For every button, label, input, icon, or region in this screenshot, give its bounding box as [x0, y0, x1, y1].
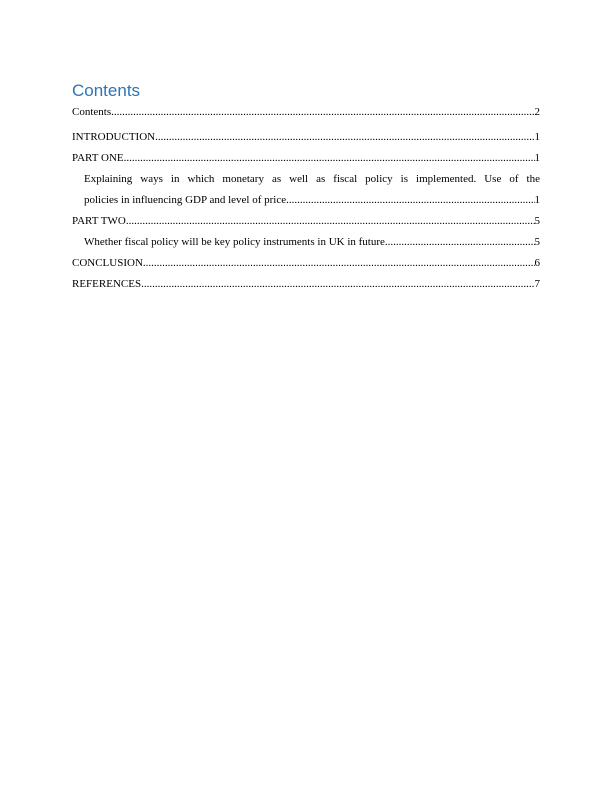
toc-entry-title: Whether fiscal policy will be key policy instruments in UK in future — [84, 236, 385, 248]
toc-leader-dots — [155, 127, 534, 148]
toc-entry-page: 5 — [534, 236, 540, 248]
toc-entry-page: 1 — [534, 131, 540, 143]
toc-entry-title: PART ONE — [72, 152, 124, 164]
toc-entry-title: CONCLUSION — [72, 257, 143, 269]
toc-entry-contents[interactable] — [72, 106, 540, 119]
toc-entry-page: 6 — [534, 257, 540, 269]
toc-entry-title-line2: policies in influencing GDP and level of price — [84, 194, 287, 206]
toc-entry-page: 1 — [534, 152, 540, 164]
toc-entry-part-one[interactable] — [72, 148, 540, 169]
toc-leader-dots — [124, 148, 535, 169]
toc-leader-dots — [286, 190, 534, 211]
toc-entry-explaining-ways[interactable] — [72, 169, 540, 211]
toc-leader-dots — [111, 106, 534, 119]
toc-leader-dots — [385, 232, 535, 253]
toc-entry-title-line1: Explaining ways in which monetary as well as fiscal policy is implemented. Use of the — [84, 173, 540, 185]
toc-entry-references[interactable] — [72, 274, 540, 295]
toc-heading: Contents — [72, 81, 141, 100]
toc-entry-title: PART TWO — [72, 215, 126, 227]
toc-entry-title: Contents — [72, 106, 112, 118]
toc-leader-dots — [141, 274, 534, 295]
toc-entry-page: 7 — [534, 278, 540, 290]
toc-list — [72, 106, 540, 295]
toc-leader-dots — [126, 211, 535, 232]
toc-entry-title: REFERENCES — [72, 278, 142, 290]
toc-entry-page: 2 — [534, 106, 540, 118]
toc-entry-page: 5 — [534, 215, 540, 227]
toc-leader-dots — [143, 253, 535, 274]
toc-entry-part-two[interactable] — [72, 211, 540, 232]
toc-entry-page: 1 — [534, 194, 540, 206]
toc-entry-title: INTRODUCTION — [72, 131, 156, 143]
toc-entry-introduction[interactable] — [72, 127, 540, 148]
document-page — [72, 80, 540, 295]
toc-entry-conclusion[interactable] — [72, 253, 540, 274]
toc-entry-fiscal-policy-future[interactable] — [72, 232, 540, 253]
